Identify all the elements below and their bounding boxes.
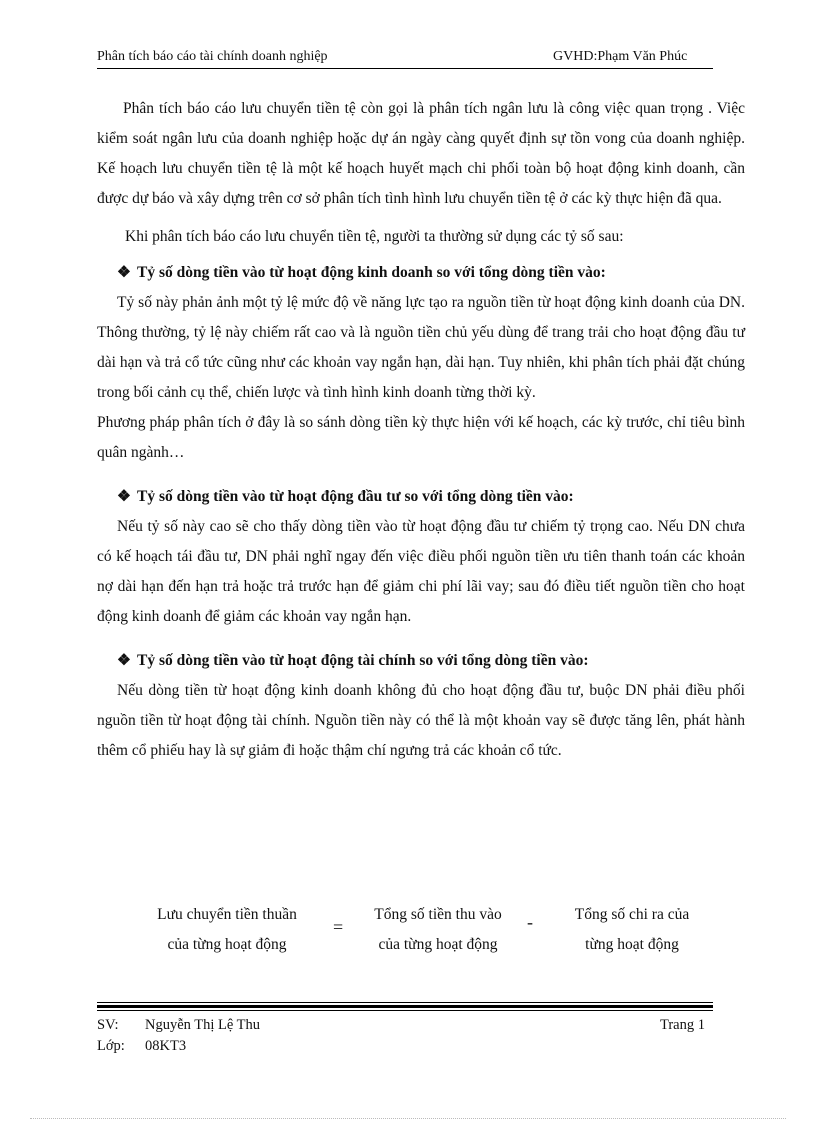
paragraph-investing: Nếu tỷ số này cao sẽ cho thấy dòng tiền vào từ hoạt động đầu tư chiếm tỷ trọng cao. Nếu DN chưa có kế hoạch tái đầu tư, DN phải nghĩ ngay đến việc điều phối nguồn tiền ưu tiên thanh toán các khoản nợ dài hạn đến hạn trả hoặc trả trước hạn để giảm chi phí lãi vay; sau đó điều tiết nguồn tiền cho hoạt động kinh doanh để giảm các khoản vay ngắn hạn. [97,518,745,625]
cash-flow-formula [97,900,745,964]
paragraph-method: Phương pháp phân tích ở đây là so sánh dòng tiền kỳ thực hiện với kế hoạch, các kỳ trước, chỉ tiêu bình quân ngành… [97,414,745,461]
formula-right-line1: Tổng số chi ra của [574,906,690,923]
footer-page-number: Trang 1 [660,1017,705,1033]
footer-divider [97,1002,713,1011]
bullet-diamond-icon: ❖ [117,264,131,281]
formula-equals-sign: = [333,917,344,937]
formula-minus-sign: - [527,912,533,932]
formula-middle-line2: của từng hoạt động [378,936,498,953]
document-body [97,94,745,766]
formula-left-line1: Lưu chuyển tiền thuần [157,906,297,923]
formula-left-term [137,900,317,960]
formula-middle-line1: Tổng số tiền thu vào [374,906,502,923]
footer-class-value: 08KT3 [145,1038,187,1054]
bullet-diamond-icon: ❖ [117,652,131,669]
footer-student-name: Nguyễn Thị Lệ Thu [145,1017,261,1033]
paragraph-intro: Phân tích báo cáo lưu chuyển tiền tệ còn gọi là phân tích ngân lưu là công việc quan trọng . Việc kiểm soát ngân lưu của doanh nghiệp hoặc dự án ngày càng quyết định sự tồn vong của doanh nghiệp. Kế hoạch lưu chuyển tiền tệ là một kế hoạch huyết mạch chi phối toàn bộ hoạt động kinh doanh, cần được dự báo và xây dựng trên cơ sở phân tích tình hình lưu chuyển tiền tệ ở các kỳ thực hiện đã qua. [97,100,745,207]
heading-text: Tỷ số dòng tiền vào từ hoạt động đầu tư so với tổng dòng tiền vào: [137,488,574,505]
heading-text: Tỷ số dòng tiền vào từ hoạt động tài chính so với tổng dòng tiền vào: [137,652,589,669]
bullet-diamond-icon: ❖ [117,488,131,505]
formula-middle-term [353,900,523,960]
footer-sv-label: SV: [97,1017,119,1033]
heading-operating-ratio [97,258,745,288]
heading-investing-ratio [97,482,745,512]
formula-left-line2: của từng hoạt động [167,936,287,953]
paragraph-ratios-intro: Khi phân tích báo cáo lưu chuyển tiền tệ, người ta thường sử dụng các tỷ số sau: [125,228,624,245]
header-divider [97,68,713,69]
paragraph-financing: Nếu dòng tiền từ hoạt động kinh doanh không đủ cho hoạt động đầu tư, buộc DN phải điều phối nguồn tiền từ hoạt động tài chính. Nguồn tiền này có thể là một khoản vay sẽ được tăng lên, phát hành thêm cổ phiếu hay là sự giảm đi hoặc thậm chí ngưng trả các khoản cổ tức. [97,682,745,759]
heading-text: Tỷ số dòng tiền vào từ hoạt động kinh doanh so với tổng dòng tiền vào: [137,264,606,281]
header-title: Phân tích báo cáo tài chính doanh nghiệp [97,49,328,64]
header-supervisor: GVHD:Phạm Văn Phúc [553,49,688,64]
page-bottom-border [30,1118,786,1119]
formula-right-term [547,900,717,960]
paragraph-operating: Tỷ số này phản ảnh một tỷ lệ mức độ về năng lực tạo ra nguồn tiền từ hoạt động kinh doanh của DN. Thông thường, tỷ lệ này chiếm rất cao và là nguồn tiền chủ yếu dùng để trang trải cho hoạt động đầu tư dài hạn và trả cổ tức cũng như các khoản vay ngắn hạn, dài hạn. Tuy nhiên, khi phân tích phải đặt chúng trong bối cảnh cụ thể, chiến lược và tình hình kinh doanh từng thời kỳ. [97,294,745,401]
footer-class-label: Lớp: [97,1038,125,1054]
formula-right-line2: từng hoạt động [585,936,679,953]
heading-financing-ratio [97,646,745,676]
